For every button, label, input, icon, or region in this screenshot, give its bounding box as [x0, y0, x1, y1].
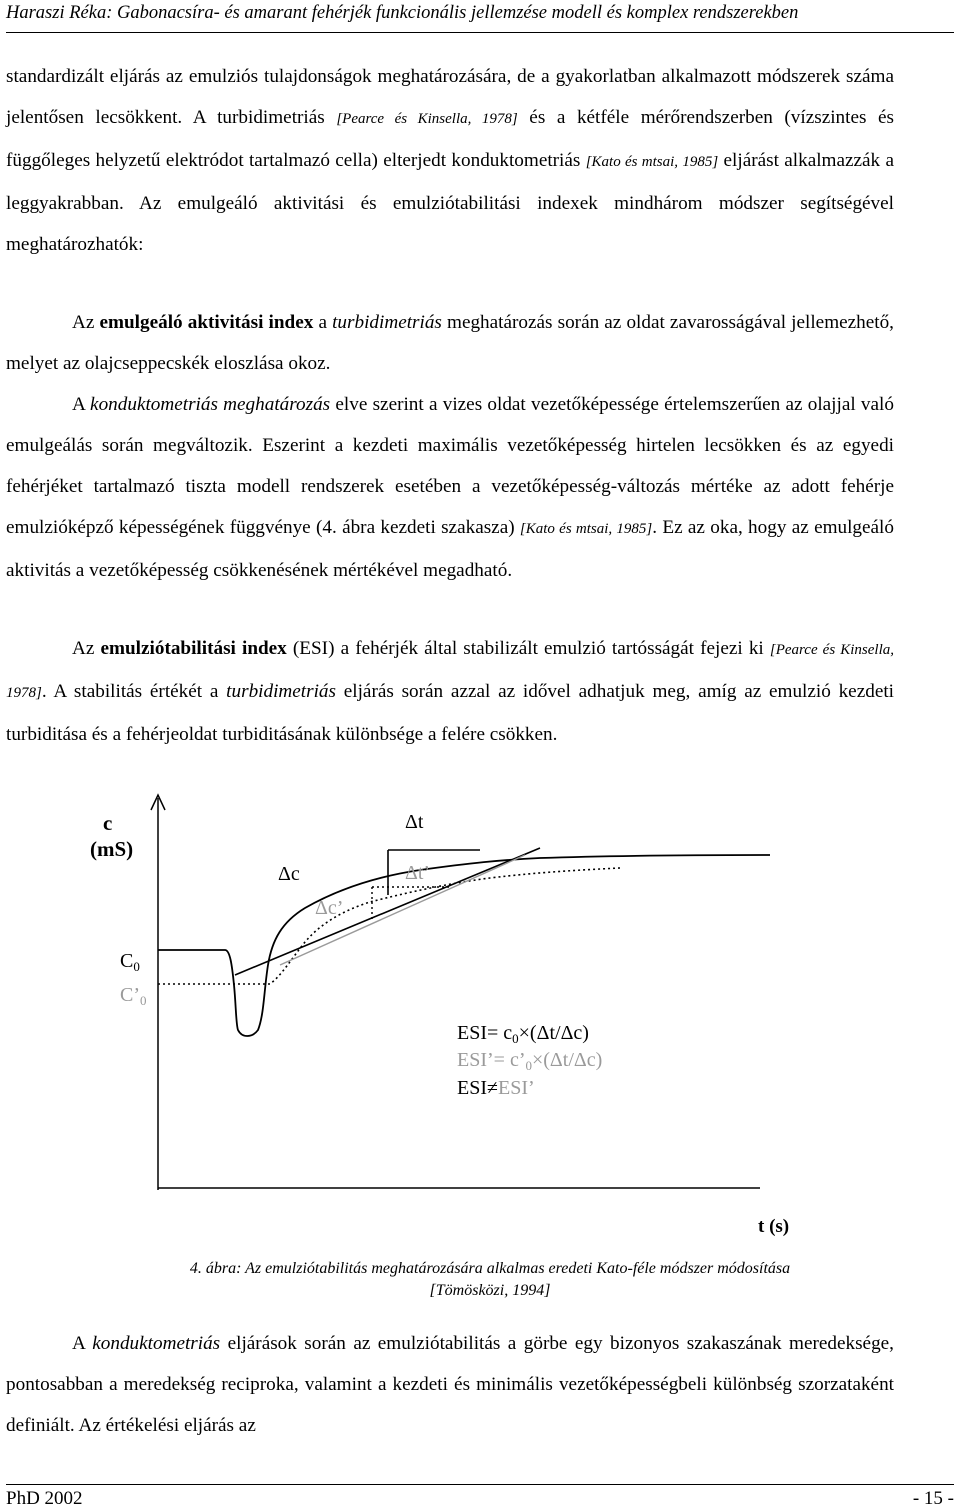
delta-t-label: Δt	[405, 811, 424, 833]
x-axis-label: t (s)	[758, 1216, 790, 1237]
c0-label: $C_0$	[120, 950, 140, 974]
esi-formula: $ESI= c_0\times(\Delta t/\Delta c)$	[457, 1022, 589, 1046]
text: a	[313, 312, 333, 333]
running-header	[6, 2, 954, 33]
y-axis-unit: (mS)	[90, 837, 134, 861]
y-axis-label: c	[103, 811, 113, 835]
text: Az	[72, 638, 101, 659]
text: Az	[72, 312, 100, 333]
term-italic: konduktometriás	[92, 1333, 221, 1354]
caption-line: 4. ábra: Az emulziótabilitás meghatározására alkalmas eredeti Kato-féle módszer módosítása	[189, 1260, 791, 1277]
text: meghatározás során az oldat zavarosságával jellemezhető, melyet az olajcseppecskék eloszlása okoz.	[6, 312, 894, 374]
conductivity-curve-secondary	[158, 868, 620, 984]
text: eljárást alkalmazzák a leggyakrabban. Az emulgeáló aktivitási és emulziótabilitási indexek mindhárom módszer segítségével meghatározhatók:	[6, 150, 894, 255]
paragraph-stability-index	[6, 628, 894, 755]
text: eljárás során azzal az idővel adhatjuk meg, amíg az emulzió kezdeti turbiditása és a fehérjeoldat turbiditásának különbsége a felére csökken.	[6, 681, 894, 745]
esi-inequality: ESI≠ESI’	[457, 1077, 535, 1099]
esi-prime-formula: ESI’= $c’_0\times(\Delta t/\Delta c)$	[457, 1049, 603, 1073]
text: A	[72, 1333, 93, 1354]
citation: [Pearce és Kinsella, 1978]	[336, 111, 518, 127]
text: standardizált eljárás az emulziós tulajdonságok meghatározására, de a gyakorlatban alkalmazott módszerek száma jelentősen lecsökkent. A turbidimetriás	[6, 66, 894, 128]
text: és a kétféle mérőrendszerben (vízszintes és függőleges helyzetű elektródot tartalmazó cella) elterjedt konduktometriás	[6, 107, 895, 171]
term-bold: emulgeáló aktivitási index	[99, 312, 314, 333]
footer-label: PhD 2002	[6, 1488, 83, 1509]
delta-t-prime-label: Δt’	[405, 862, 431, 884]
text: . A stabilitás értékét a	[41, 681, 227, 702]
paragraph-conductometric	[6, 384, 894, 591]
citation: [Pearce és Kinsella, 1978]	[6, 642, 894, 701]
delta-c-label: Δc	[278, 863, 300, 885]
text: A	[72, 394, 91, 415]
page-number: - 15 -	[912, 1488, 954, 1509]
term-italic: turbidimetriás	[332, 312, 442, 333]
c0-prime-label: $C’_0$	[120, 984, 147, 1008]
figure-caption	[60, 1258, 920, 1302]
text: eljárások során az emulziótabilitás a görbe egy bizonyos szakaszának meredeksége, pontosabban a meredekség reciproka, valamint a kezdeti és minimális vezetőképességbeli különbség szorzataként definiált. Az értékelési eljárás az	[6, 1333, 894, 1436]
term-italic: turbidimetriás	[226, 681, 336, 702]
text: elve szerint a vizes oldat vezetőképessége értelemszerűen az olajjal való emulgeálás során megváltozik. Eszerint a kezdeti maximális vezetőképesség hirtelen lecsökken és az egyedi fehérjéket tartalmazó tiszta modell rendszerek esetében a vezetőképesség-változás mértéke az adott fehérje emulzióképző képességének függvénye (4. ábra kezdeti szakasza)	[6, 394, 894, 538]
running-header-title: Haraszi Réka: Gabonacsíra- és amarant fehérjék funkcionális jellemzése modell és komplex rendszerekben	[6, 3, 799, 23]
delta-c-prime-label: Δc’	[315, 897, 344, 919]
text: (ESI) a fehérjék által stabilizált emulzió tartósságát fejezi ki	[286, 638, 770, 659]
term-italic: konduktometriás meghatározás	[90, 394, 331, 415]
citation: [Kato és mtsai, 1985]	[519, 521, 653, 537]
citation: [Kato és mtsai, 1985]	[585, 154, 719, 170]
text: . Ez az oka, hogy az emulgeáló aktivitás a vezetőképesség csökkenésének mértékével megadható.	[6, 517, 894, 581]
paragraph-methods	[6, 56, 894, 265]
conductivity-figure	[60, 790, 860, 1260]
caption-source: [Tömösközi, 1994]	[429, 1282, 551, 1299]
paragraph-activity-index	[6, 302, 894, 384]
term-bold: emulziótabilitási index	[100, 638, 287, 659]
paragraph-evaluation	[6, 1323, 894, 1446]
page-footer	[6, 1484, 954, 1509]
